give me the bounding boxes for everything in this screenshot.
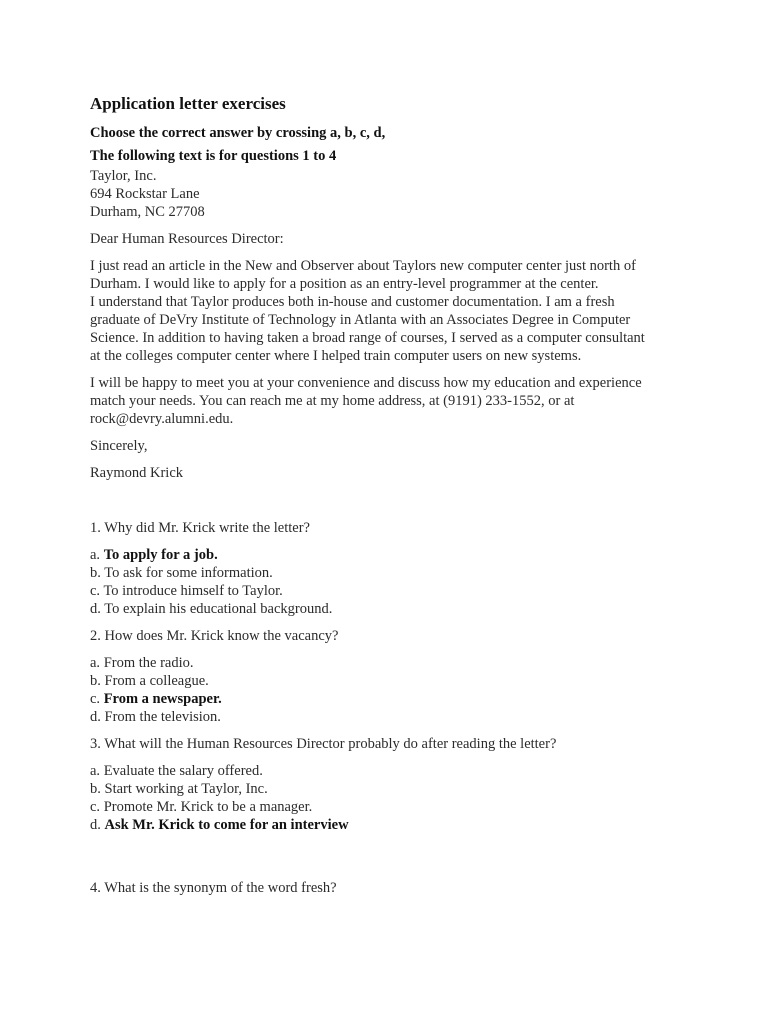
body-line: I understand that Taylor produces both in-house and customer documentation. I am a fresh: [90, 294, 615, 310]
letter-address: [90, 167, 690, 221]
question-3-options: [90, 762, 690, 834]
letter-salutation: Dear Human Resources Director:: [90, 231, 284, 247]
option-a: a. To apply for a job.: [90, 547, 218, 563]
body-line: graduate of DeVry Institute of Technology in Atlanta with an Associates Degree in Computer: [90, 312, 631, 328]
option-a: a. From the radio.: [90, 655, 194, 671]
option-a: a. Evaluate the salary offered.: [90, 763, 263, 779]
letter-closing: [90, 374, 690, 428]
question-2-options: [90, 654, 690, 726]
body-line: at the colleges computer center where I helped train computer users on new systems.: [90, 348, 582, 364]
letter-signature: Raymond Krick: [90, 465, 184, 481]
instruction-text: Choose the correct answer by crossing a, b, c, d,: [90, 125, 386, 141]
option-c: c. Promote Mr. Krick to be a manager.: [90, 799, 313, 815]
closing-line: rock@devry.alumni.edu.: [90, 411, 234, 427]
option-d: d. To explain his educational background.: [90, 601, 333, 617]
body-line: Science. In addition to having taken a broad range of courses, I served as a computer consultant: [90, 330, 645, 346]
option-d: d. Ask Mr. Krick to come for an interview: [90, 817, 349, 833]
address-line: Durham, NC 27708: [90, 204, 205, 220]
question-4: 4. What is the synonym of the word fresh?: [90, 880, 337, 896]
correct-answer: From a newspaper.: [103, 691, 222, 707]
letter-signoff: Sincerely,: [90, 438, 148, 454]
body-line: Durham. I would like to apply for a position as an entry-level programmer at the center.: [90, 276, 599, 292]
closing-line: I will be happy to meet you at your convenience and discuss how my education and experience: [90, 375, 642, 391]
closing-line: match your needs. You can reach me at my home address, at (9191) 233-1552, or at: [90, 393, 575, 409]
question-3: 3. What will the Human Resources Director probably do after reading the letter?: [90, 736, 557, 752]
option-d: d. From the television.: [90, 709, 221, 725]
option-c: c. To introduce himself to Taylor.: [90, 583, 283, 599]
address-line: Taylor, Inc.: [90, 168, 157, 184]
question-1-options: [90, 546, 690, 618]
option-c: c. From a newspaper.: [90, 691, 222, 707]
option-b: b. From a colleague.: [90, 673, 209, 689]
address-line: 694 Rockstar Lane: [90, 186, 200, 202]
body-line: I just read an article in the New and Observer about Taylors new computer center just north of: [90, 258, 636, 274]
option-b: b. To ask for some information.: [90, 565, 273, 581]
correct-answer: To apply for a job.: [103, 547, 218, 563]
document-page: [90, 94, 690, 906]
document-title: Application letter exercises: [90, 94, 286, 113]
letter-body: [90, 257, 690, 365]
question-1: 1. Why did Mr. Krick write the letter?: [90, 520, 310, 536]
option-b: b. Start working at Taylor, Inc.: [90, 781, 268, 797]
correct-answer: Ask Mr. Krick to come for an interview: [104, 817, 349, 833]
question-2: 2. How does Mr. Krick know the vacancy?: [90, 628, 339, 644]
text-intro: The following text is for questions 1 to 4: [90, 148, 337, 164]
